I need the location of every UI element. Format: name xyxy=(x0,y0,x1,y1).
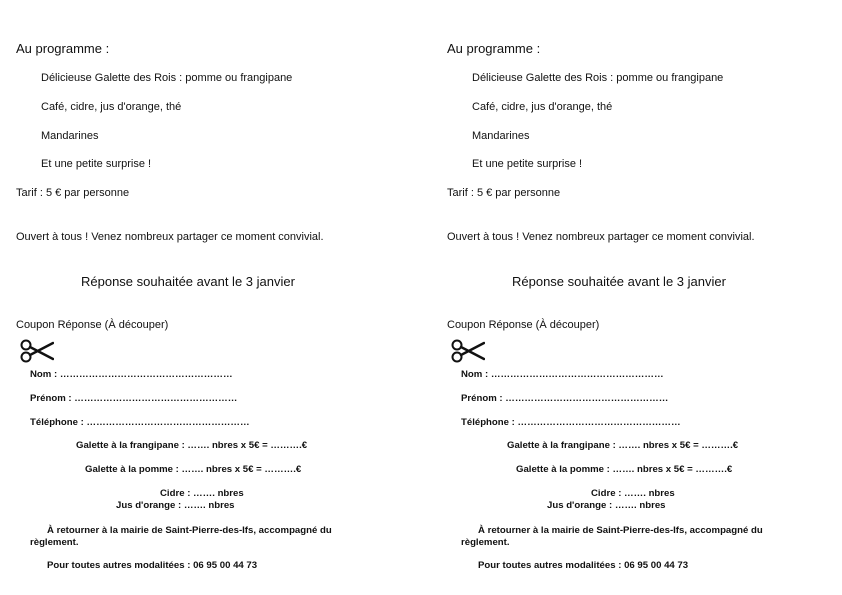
coupon-title: Coupon Réponse (À découper) xyxy=(447,319,600,331)
tariff: Tarif : 5 € par personne xyxy=(16,187,130,199)
menu-item-galette: Délicieuse Galette des Rois : pomme ou frangipane xyxy=(472,72,724,84)
scissors-icon xyxy=(20,338,54,364)
form-contact: Pour toutes autres modalitées : 06 95 00 44 73 xyxy=(478,560,689,571)
form-galette-frangipane: Galette à la frangipane : ……. nbres x 5€ = ……….€ xyxy=(507,440,739,451)
form-galette-pomme: Galette à la pomme : ……. nbres x 5€ = ……….€ xyxy=(85,464,302,475)
form-return-line2: règlement. xyxy=(461,537,510,548)
form-firstname: Prénom : …………………………………………… xyxy=(461,393,669,404)
coupon-title: Coupon Réponse (À découper) xyxy=(16,319,169,331)
invitation: Ouvert à tous ! Venez nombreux partager ce moment convivial. xyxy=(447,231,755,243)
form-return-line2: règlement. xyxy=(30,537,79,548)
deadline: Réponse souhaitée avant le 3 janvier xyxy=(81,274,295,289)
menu-item-drinks: Café, cidre, jus d'orange, thé xyxy=(472,101,613,113)
menu-item-surprise: Et une petite surprise ! xyxy=(41,158,152,170)
flyer-right xyxy=(431,0,842,595)
form-firstname: Prénom : …………………………………………… xyxy=(30,393,238,404)
program-heading: Au programme : xyxy=(447,41,541,56)
program-heading: Au programme : xyxy=(16,41,110,56)
form-galette-frangipane: Galette à la frangipane : ……. nbres x 5€ = ……….€ xyxy=(76,440,308,451)
form-name: Nom : ……………………………………………… xyxy=(30,369,233,380)
form-name: Nom : ……………………………………………… xyxy=(461,369,664,380)
form-jus: Jus d'orange : ……. nbres xyxy=(116,500,235,511)
invitation: Ouvert à tous ! Venez nombreux partager ce moment convivial. xyxy=(16,231,324,243)
deadline: Réponse souhaitée avant le 3 janvier xyxy=(512,274,726,289)
form-phone: Téléphone : …………………………………………… xyxy=(30,417,250,428)
menu-item-mandarines: Mandarines xyxy=(472,130,530,142)
form-return-line1: À retourner à la mairie de Saint-Pierre-des-Ifs, accompagné du xyxy=(47,525,332,536)
form-return-line1: À retourner à la mairie de Saint-Pierre-des-Ifs, accompagné du xyxy=(478,525,763,536)
menu-item-drinks: Café, cidre, jus d'orange, thé xyxy=(41,101,182,113)
menu-item-surprise: Et une petite surprise ! xyxy=(472,158,583,170)
form-phone: Téléphone : …………………………………………… xyxy=(461,417,681,428)
menu-item-galette: Délicieuse Galette des Rois : pomme ou frangipane xyxy=(41,72,293,84)
form-cidre: Cidre : ……. nbres xyxy=(591,488,675,499)
form-cidre: Cidre : ……. nbres xyxy=(160,488,244,499)
menu-item-mandarines: Mandarines xyxy=(41,130,99,142)
tariff: Tarif : 5 € par personne xyxy=(447,187,561,199)
form-contact: Pour toutes autres modalitées : 06 95 00 44 73 xyxy=(47,560,258,571)
scissors-icon xyxy=(451,338,485,364)
form-galette-pomme: Galette à la pomme : ……. nbres x 5€ = ……….€ xyxy=(516,464,733,475)
form-jus: Jus d'orange : ……. nbres xyxy=(547,500,666,511)
